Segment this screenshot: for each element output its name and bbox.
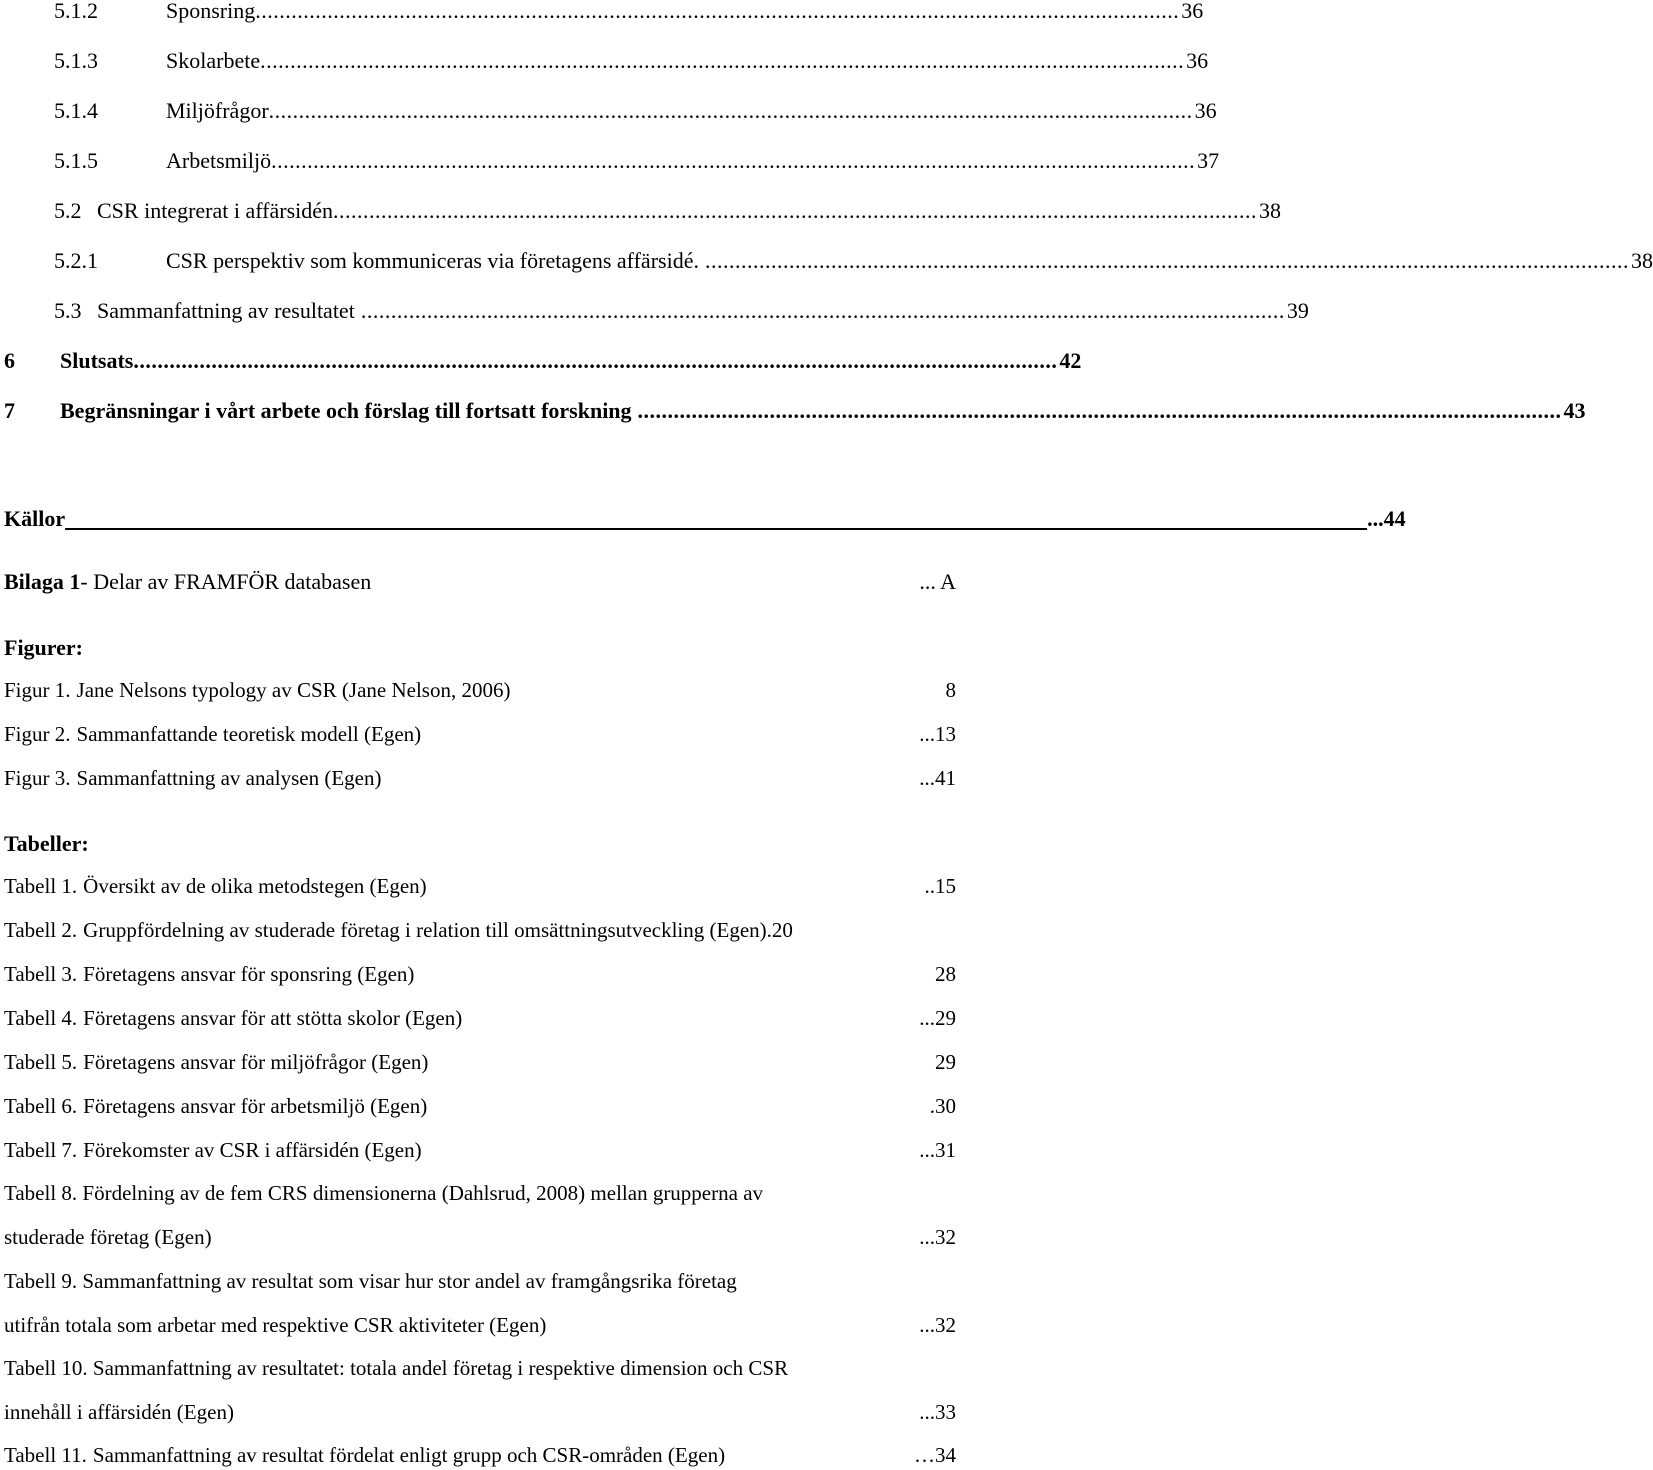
toc-number: 5.1.5 xyxy=(54,148,98,173)
table-text: Företagens ansvar för arbetsmiljö (Egen) xyxy=(83,1094,428,1118)
table-entry-11[interactable] xyxy=(4,1440,956,1470)
table-text: Fördelning av de fem CRS dimensionerna (Dahlsrud, 2008) mellan grupperna av xyxy=(82,1181,764,1205)
figure-page: ...13 xyxy=(919,722,956,746)
toc-page: 42 xyxy=(1059,348,1082,373)
table-label: Tabell 10. xyxy=(4,1356,88,1380)
toc-title: Sponsring xyxy=(166,0,256,23)
toc-page: 38 xyxy=(1630,248,1653,273)
dot-leader xyxy=(427,1091,930,1121)
table-text: Förekomster av CSR i affärsidén (Egen) xyxy=(83,1138,422,1162)
toc-entry-5-2-1[interactable] xyxy=(0,246,1653,276)
table-text-cont: innehåll i affärsidén (Egen) xyxy=(4,1400,234,1424)
table-entry-8-line2[interactable] xyxy=(4,1222,956,1252)
toc-entry-5-1-3[interactable] xyxy=(0,46,1209,76)
table-text: Sammanfattning av resultat som visar hur stor andel av framgångsrika företag xyxy=(82,1269,737,1293)
table-page: ...31 xyxy=(919,1138,956,1162)
toc-number: 5.2 xyxy=(54,198,82,223)
dot-leader: .......................................................................................................................................................... xyxy=(268,98,1193,123)
table-text-cont: studerade företag (Egen) xyxy=(4,1225,212,1249)
toc-number: 6 xyxy=(4,348,15,373)
table-label: Tabell 3. xyxy=(4,962,78,986)
dot-leader xyxy=(546,1310,919,1340)
toc-title: Miljöfrågor xyxy=(166,98,269,123)
toc-title-rest: - Delar av FRAMFÖR databasen xyxy=(80,569,372,594)
table-page: ...32 xyxy=(919,1225,956,1249)
toc-page: 43 xyxy=(1563,398,1586,423)
toc-title: Arbetsmiljö xyxy=(166,148,272,173)
dot-leader: .......................................................................................................................................................... xyxy=(698,248,1629,273)
toc-entry-5-1-2[interactable] xyxy=(0,0,1204,26)
toc-title: Begränsningar i vårt arbete och förslag till fortsatt forskning xyxy=(60,398,632,423)
toc-title: Källor xyxy=(4,506,66,531)
toc-page: 36 xyxy=(1194,98,1217,123)
figure-entry-1[interactable] xyxy=(4,675,956,705)
toc-entry-5-2[interactable] xyxy=(0,196,1282,226)
table-label: Tabell 2. xyxy=(4,918,78,942)
dot-leader xyxy=(510,675,945,705)
dot-leader xyxy=(371,567,919,597)
table-text: Företagens ansvar för miljöfrågor (Egen) xyxy=(83,1050,429,1074)
table-entry-9-line1[interactable] xyxy=(4,1266,956,1296)
dot-leader xyxy=(793,915,956,945)
toc-page: 38 xyxy=(1259,198,1282,223)
dot-leader: .......................................................................................................................................................... xyxy=(255,0,1180,23)
table-entry-4[interactable] xyxy=(4,1003,956,1033)
dot-leader: .......................................................................................................................................................... xyxy=(260,48,1185,73)
figure-entry-2[interactable] xyxy=(4,719,956,749)
table-entry-10-line1[interactable] xyxy=(4,1353,956,1383)
toc-number: 5.2.1 xyxy=(54,248,98,273)
table-text: Översikt av de olika metodstegen (Egen) xyxy=(83,874,427,898)
table-entry-3[interactable] xyxy=(4,959,956,989)
toc-entry-bilaga[interactable] xyxy=(4,567,956,597)
dot-leader xyxy=(427,871,925,901)
table-entry-9-line2[interactable] xyxy=(4,1310,956,1340)
dot-leader: .......................................................................................................................................................... xyxy=(333,198,1258,223)
toc-entry-5-1-5[interactable] xyxy=(0,146,1220,176)
toc-page: 36 xyxy=(1181,0,1204,23)
figure-page: 8 xyxy=(945,678,956,702)
toc-title: Slutsats xyxy=(60,348,134,373)
table-page: 28 xyxy=(935,962,956,986)
toc-title: CSR integrerat i affärsidén xyxy=(97,198,334,223)
table-text: Företagens ansvar för att stötta skolor (Egen) xyxy=(83,1006,463,1030)
dot-leader: .......................................................................................................................................................... xyxy=(631,398,1562,423)
toc-entry-6[interactable] xyxy=(0,346,1082,376)
figure-text: Sammanfattande teoretisk modell (Egen) xyxy=(76,722,422,746)
dot-leader xyxy=(234,1397,919,1427)
toc-page: ... A xyxy=(919,569,956,594)
table-label: Tabell 5. xyxy=(4,1050,78,1074)
table-text: Sammanfattning av resultat fördelat enligt grupp och CSR-områden (Egen) xyxy=(92,1443,726,1467)
toc-entry-kallor[interactable] xyxy=(4,504,1406,534)
table-entry-6[interactable] xyxy=(4,1091,956,1121)
toc-number: 5.1.4 xyxy=(54,98,98,123)
dot-leader xyxy=(414,959,935,989)
toc-entry-5-1-4[interactable] xyxy=(0,96,1217,126)
table-page: …34 xyxy=(914,1443,956,1467)
dot-leader xyxy=(65,504,1367,534)
dot-leader: .......................................................................................................................................................... xyxy=(271,148,1196,173)
figure-text: Jane Nelsons typology av CSR (Jane Nelson, 2006) xyxy=(76,678,511,702)
toc-page: 37 xyxy=(1197,148,1220,173)
figure-entry-3[interactable] xyxy=(4,763,956,793)
dot-leader xyxy=(428,1047,935,1077)
toc-number: 5.1.2 xyxy=(54,0,98,23)
toc-number: 5.1.3 xyxy=(54,48,98,73)
figure-label: Figur 2. xyxy=(4,722,71,746)
toc-title: Sammanfattning av resultatet xyxy=(97,298,355,323)
figure-page: ...41 xyxy=(919,766,956,790)
dot-leader xyxy=(422,1135,920,1165)
table-entry-10-line2[interactable] xyxy=(4,1397,956,1427)
toc-page: 36 xyxy=(1186,48,1209,73)
table-page: ...33 xyxy=(919,1400,956,1424)
table-text: Sammanfattning av resultatet: totala andel företag i respektive dimension och CSR xyxy=(92,1356,789,1380)
table-label: Tabell 7. xyxy=(4,1138,78,1162)
toc-number: 5.3 xyxy=(54,298,82,323)
dot-leader xyxy=(421,719,919,749)
toc-title: Skolarbete xyxy=(166,48,261,73)
dot-leader xyxy=(725,1440,914,1470)
toc-title: CSR perspektiv som kommuniceras via företagens affärsidé. xyxy=(166,248,699,273)
tables-heading: Tabeller: xyxy=(4,831,89,856)
table-entry-2[interactable] xyxy=(4,915,956,945)
dot-leader: .......................................................................................................................................................... xyxy=(133,348,1058,373)
table-entry-5[interactable] xyxy=(4,1047,956,1077)
table-entry-1[interactable] xyxy=(4,871,956,901)
dot-leader: .......................................................................................................................................................... xyxy=(354,298,1285,323)
table-page: ..15 xyxy=(924,874,956,898)
toc-title: Bilaga 1 xyxy=(4,569,81,594)
table-label: Tabell 8. xyxy=(4,1181,78,1205)
figures-heading: Figurer: xyxy=(4,635,84,660)
table-page: ...32 xyxy=(919,1313,956,1337)
table-label: Tabell 1. xyxy=(4,874,78,898)
table-text: Företagens ansvar för sponsring (Egen) xyxy=(83,962,415,986)
table-page: ...29 xyxy=(919,1006,956,1030)
dot-leader xyxy=(382,763,920,793)
figure-text: Sammanfattning av analysen (Egen) xyxy=(76,766,382,790)
table-label: Tabell 11. xyxy=(4,1443,87,1467)
figure-label: Figur 1. xyxy=(4,678,71,702)
table-label: Tabell 6. xyxy=(4,1094,78,1118)
toc-number: 7 xyxy=(4,398,15,423)
table-page: 29 xyxy=(935,1050,956,1074)
dot-leader xyxy=(462,1003,919,1033)
table-entry-7[interactable] xyxy=(4,1135,956,1165)
figure-label: Figur 3. xyxy=(4,766,71,790)
table-label: Tabell 9. xyxy=(4,1269,78,1293)
toc-page: ...44 xyxy=(1367,506,1406,531)
table-entry-8-line1[interactable] xyxy=(4,1178,956,1208)
toc-entry-5-3[interactable] xyxy=(0,296,1309,326)
toc-page: 39 xyxy=(1286,298,1309,323)
table-label: Tabell 4. xyxy=(4,1006,78,1030)
toc-entry-7[interactable] xyxy=(0,396,1586,426)
table-page: .30 xyxy=(929,1094,956,1118)
dot-leader xyxy=(212,1222,920,1252)
table-text-cont: utifrån totala som arbetar med respektive CSR aktiviteter (Egen) xyxy=(4,1313,547,1337)
table-text: Gruppfördelning av studerade företag i relation till omsättningsutveckling (Egen).20 xyxy=(83,918,793,942)
